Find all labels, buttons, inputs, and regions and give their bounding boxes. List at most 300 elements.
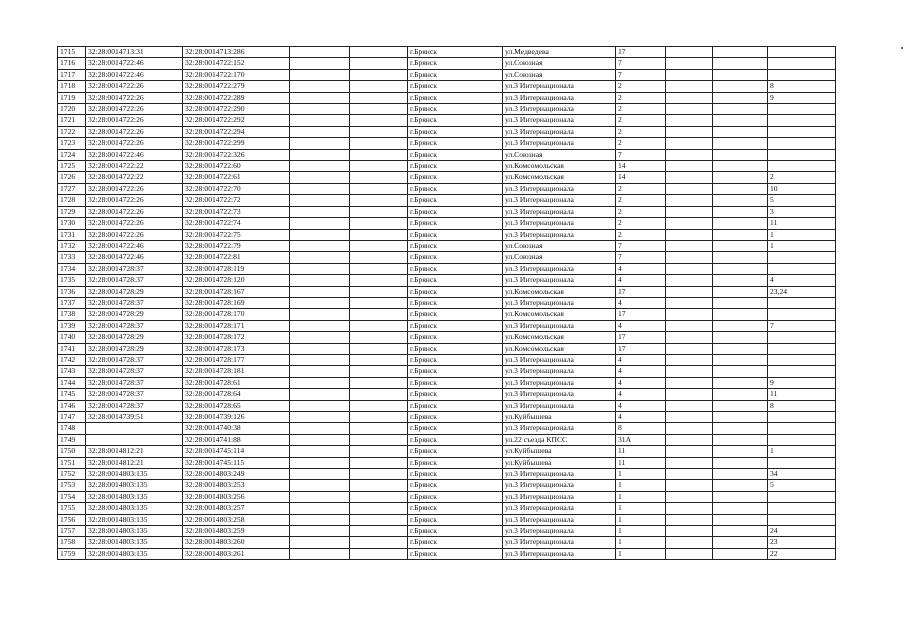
cell-building [666, 69, 713, 80]
cell-city: г.Брянск [408, 332, 503, 343]
cell-street: ул.3 Интернационала [503, 275, 616, 286]
cell-cadastral-number: 32:28:0014728:119 [183, 263, 290, 274]
cell-col-10 [713, 240, 768, 251]
cell-city: г.Брянск [408, 423, 503, 434]
cell-col-4 [290, 195, 350, 206]
cell-apartment-number: 8 [768, 81, 836, 92]
cell-col-10 [713, 252, 768, 263]
table-row [58, 537, 836, 548]
cell-building [666, 58, 713, 69]
cell-street: ул.3 Интернационала [503, 389, 616, 400]
cell-col-10 [713, 480, 768, 491]
cell-apartment-number: 8 [768, 400, 836, 411]
cell-cadastral-number: 32:28:0014741:88 [183, 434, 290, 445]
cell-parent-cadastral-number: 32:28:0014812:21 [86, 446, 183, 457]
cell-city: г.Брянск [408, 275, 503, 286]
cell-cadastral-number: 32:28:0014728:172 [183, 332, 290, 343]
cell-row-number: 1742 [58, 354, 86, 365]
cell-apartment-number [768, 514, 836, 525]
cell-col-10 [713, 320, 768, 331]
cell-city: г.Брянск [408, 229, 503, 240]
cell-col-10 [713, 457, 768, 468]
cell-building [666, 263, 713, 274]
cell-street: ул.22 съезда КПСС [503, 434, 616, 445]
cell-building [666, 480, 713, 491]
cell-street: ул.3 Интернационала [503, 183, 616, 194]
table-row [58, 377, 836, 388]
cell-row-number: 1756 [58, 514, 86, 525]
table-row [58, 412, 836, 423]
cell-parent-cadastral-number: 32:28:0014728:37 [86, 263, 183, 274]
cell-house-number: 2 [616, 218, 666, 229]
table-row [58, 275, 836, 286]
cell-city: г.Брянск [408, 58, 503, 69]
cell-col-10 [713, 218, 768, 229]
cell-col-10 [713, 412, 768, 423]
cell-city: г.Брянск [408, 183, 503, 194]
cell-col-4 [290, 263, 350, 274]
table-row [58, 81, 836, 92]
cell-house-number: 2 [616, 195, 666, 206]
cell-parent-cadastral-number: 32:28:0014803:135 [86, 469, 183, 480]
cell-col-5 [350, 343, 408, 354]
cell-cadastral-number: 32:28:0014722:73 [183, 206, 290, 217]
cell-cadastral-number: 32:28:0014728:61 [183, 377, 290, 388]
cell-cadastral-number: 32:28:0014803:261 [183, 548, 290, 559]
cell-house-number: 4 [616, 366, 666, 377]
cell-apartment-number [768, 58, 836, 69]
cell-row-number: 1736 [58, 286, 86, 297]
cell-cadastral-number: 32:28:0014728:169 [183, 297, 290, 308]
cell-cadastral-number: 32:28:0014722:72 [183, 195, 290, 206]
cell-street: ул.3 Интернационала [503, 537, 616, 548]
cell-city: г.Брянск [408, 297, 503, 308]
cell-col-4 [290, 389, 350, 400]
cell-house-number: 31А [616, 434, 666, 445]
cell-col-5 [350, 354, 408, 365]
table-row [58, 92, 836, 103]
cell-street: ул.3 Интернационала [503, 377, 616, 388]
cell-col-4 [290, 69, 350, 80]
cell-row-number: 1740 [58, 332, 86, 343]
cell-col-4 [290, 457, 350, 468]
cell-col-10 [713, 149, 768, 160]
cell-house-number: 4 [616, 263, 666, 274]
cell-city: г.Брянск [408, 400, 503, 411]
cell-street: ул.Союзная [503, 252, 616, 263]
cell-street: ул.Союзная [503, 149, 616, 160]
cell-col-5 [350, 434, 408, 445]
cell-col-10 [713, 469, 768, 480]
cell-apartment-number [768, 126, 836, 137]
cell-parent-cadastral-number: 32:28:0014803:135 [86, 491, 183, 502]
cell-row-number: 1715 [58, 47, 86, 58]
cell-city: г.Брянск [408, 446, 503, 457]
cell-col-5 [350, 377, 408, 388]
cell-apartment-number: 1 [768, 240, 836, 251]
cell-city: г.Брянск [408, 537, 503, 548]
cell-apartment-number [768, 104, 836, 115]
cell-cadastral-number: 32:28:0014722:60 [183, 161, 290, 172]
cell-col-10 [713, 183, 768, 194]
table-row [58, 286, 836, 297]
cell-apartment-number: 1 [768, 229, 836, 240]
cell-house-number: 1 [616, 537, 666, 548]
cell-col-5 [350, 240, 408, 251]
cell-apartment-number [768, 297, 836, 308]
cell-col-10 [713, 332, 768, 343]
cell-parent-cadastral-number: 32:28:0014713:31 [86, 47, 183, 58]
cell-row-number: 1721 [58, 115, 86, 126]
cell-col-5 [350, 297, 408, 308]
cell-col-10 [713, 138, 768, 149]
cell-col-4 [290, 206, 350, 217]
cell-col-10 [713, 92, 768, 103]
cell-city: г.Брянск [408, 115, 503, 126]
cell-row-number: 1733 [58, 252, 86, 263]
cell-row-number: 1753 [58, 480, 86, 491]
table-row [58, 366, 836, 377]
cell-col-5 [350, 526, 408, 537]
cell-house-number: 2 [616, 183, 666, 194]
cell-building [666, 548, 713, 559]
cell-col-5 [350, 149, 408, 160]
cell-col-4 [290, 126, 350, 137]
cell-parent-cadastral-number: 32:28:0014722:26 [86, 115, 183, 126]
cell-cadastral-number: 32:28:0014722:79 [183, 240, 290, 251]
table-row [58, 263, 836, 274]
cell-street: ул.3 Интернационала [503, 400, 616, 411]
cell-house-number: 4 [616, 354, 666, 365]
cell-col-4 [290, 309, 350, 320]
cell-street: ул.Комсомольская [503, 343, 616, 354]
cell-col-4 [290, 343, 350, 354]
cell-parent-cadastral-number: 32:28:0014803:135 [86, 548, 183, 559]
cell-col-10 [713, 275, 768, 286]
cell-cadastral-number: 32:28:0014728:167 [183, 286, 290, 297]
cell-house-number: 2 [616, 104, 666, 115]
cell-col-4 [290, 218, 350, 229]
cell-col-5 [350, 263, 408, 274]
cell-col-4 [290, 514, 350, 525]
cell-col-10 [713, 81, 768, 92]
cell-parent-cadastral-number: 32:28:0014728:29 [86, 343, 183, 354]
cell-col-5 [350, 81, 408, 92]
cell-col-4 [290, 480, 350, 491]
cell-apartment-number: 9 [768, 377, 836, 388]
cell-col-4 [290, 354, 350, 365]
cell-col-4 [290, 377, 350, 388]
cell-apartment-number [768, 263, 836, 274]
cell-house-number: 7 [616, 58, 666, 69]
cell-col-10 [713, 423, 768, 434]
cell-city: г.Брянск [408, 457, 503, 468]
cell-street: ул.3 Интернационала [503, 218, 616, 229]
cell-house-number: 1 [616, 503, 666, 514]
cell-col-4 [290, 240, 350, 251]
cell-parent-cadastral-number: 32:28:0014722:26 [86, 138, 183, 149]
table-row [58, 115, 836, 126]
cell-city: г.Брянск [408, 548, 503, 559]
cell-col-5 [350, 514, 408, 525]
cell-building [666, 47, 713, 58]
table-row [58, 343, 836, 354]
cell-parent-cadastral-number: 32:28:0014722:46 [86, 58, 183, 69]
cell-row-number: 1723 [58, 138, 86, 149]
cell-cadastral-number: 32:28:0014803:249 [183, 469, 290, 480]
cell-apartment-number [768, 69, 836, 80]
cell-parent-cadastral-number: 32:28:0014812:21 [86, 457, 183, 468]
cell-city: г.Брянск [408, 514, 503, 525]
cell-col-10 [713, 126, 768, 137]
table-row [58, 138, 836, 149]
cell-row-number: 1732 [58, 240, 86, 251]
table-row [58, 161, 836, 172]
cell-street: ул.3 Интернационала [503, 491, 616, 502]
cell-parent-cadastral-number: 32:28:0014739:51 [86, 412, 183, 423]
cell-house-number: 2 [616, 115, 666, 126]
cell-col-4 [290, 332, 350, 343]
cell-row-number: 1726 [58, 172, 86, 183]
cell-col-4 [290, 548, 350, 559]
cell-col-5 [350, 469, 408, 480]
cell-parent-cadastral-number: 32:28:0014728:37 [86, 366, 183, 377]
table-row [58, 149, 836, 160]
cell-building [666, 138, 713, 149]
table-row [58, 526, 836, 537]
cell-cadastral-number: 32:28:0014728:65 [183, 400, 290, 411]
cell-apartment-number: 23,24 [768, 286, 836, 297]
table-row [58, 548, 836, 559]
cell-building [666, 240, 713, 251]
cell-apartment-number: 24 [768, 526, 836, 537]
cell-building [666, 389, 713, 400]
cell-apartment-number: 5 [768, 195, 836, 206]
page-mark [901, 47, 903, 49]
cell-parent-cadastral-number: 32:28:0014728:37 [86, 354, 183, 365]
cell-col-4 [290, 286, 350, 297]
cell-row-number: 1728 [58, 195, 86, 206]
cell-col-10 [713, 297, 768, 308]
cell-col-5 [350, 480, 408, 491]
cell-building [666, 343, 713, 354]
cell-street: ул.Союзная [503, 69, 616, 80]
cell-house-number: 1 [616, 480, 666, 491]
cell-col-5 [350, 206, 408, 217]
cell-house-number: 7 [616, 240, 666, 251]
cell-apartment-number [768, 115, 836, 126]
cell-col-5 [350, 491, 408, 502]
cell-parent-cadastral-number: 32:28:0014728:37 [86, 275, 183, 286]
cell-city: г.Брянск [408, 434, 503, 445]
table-row [58, 400, 836, 411]
cell-apartment-number: 1 [768, 446, 836, 457]
table-row [58, 389, 836, 400]
cell-street: ул.Куйбышева [503, 446, 616, 457]
cell-row-number: 1752 [58, 469, 86, 480]
cell-house-number: 17 [616, 286, 666, 297]
cell-parent-cadastral-number: 32:28:0014722:26 [86, 104, 183, 115]
cell-building [666, 366, 713, 377]
cell-house-number: 1 [616, 514, 666, 525]
cell-city: г.Брянск [408, 149, 503, 160]
cell-street: ул.3 Интернационала [503, 263, 616, 274]
cell-city: г.Брянск [408, 92, 503, 103]
cell-cadastral-number: 32:28:0014728:171 [183, 320, 290, 331]
cell-apartment-number: 3 [768, 206, 836, 217]
cell-building [666, 503, 713, 514]
cell-street: ул.3 Интернационала [503, 469, 616, 480]
cell-row-number: 1734 [58, 263, 86, 274]
cell-city: г.Брянск [408, 81, 503, 92]
cell-street: ул.3 Интернационала [503, 366, 616, 377]
cell-street: ул.3 Интернационала [503, 423, 616, 434]
cell-row-number: 1735 [58, 275, 86, 286]
cell-col-4 [290, 104, 350, 115]
cell-cadastral-number: 32:28:0014728:173 [183, 343, 290, 354]
cell-col-4 [290, 252, 350, 263]
cell-apartment-number [768, 149, 836, 160]
cell-house-number: 2 [616, 126, 666, 137]
cell-apartment-number [768, 47, 836, 58]
cell-street: ул.3 Интернационала [503, 126, 616, 137]
table-row [58, 58, 836, 69]
cell-cadastral-number: 32:28:0014722:294 [183, 126, 290, 137]
cell-building [666, 412, 713, 423]
table-row [58, 252, 836, 263]
cell-city: г.Брянск [408, 320, 503, 331]
cell-row-number: 1737 [58, 297, 86, 308]
cell-city: г.Брянск [408, 252, 503, 263]
cell-col-4 [290, 92, 350, 103]
cell-cadastral-number: 32:28:0014803:258 [183, 514, 290, 525]
cell-col-10 [713, 263, 768, 274]
cell-col-5 [350, 104, 408, 115]
cell-apartment-number: 23 [768, 537, 836, 548]
cell-building [666, 161, 713, 172]
table-row [58, 69, 836, 80]
cell-building [666, 400, 713, 411]
cell-house-number: 4 [616, 297, 666, 308]
cell-parent-cadastral-number [86, 423, 183, 434]
cell-col-10 [713, 400, 768, 411]
cell-col-4 [290, 434, 350, 445]
cell-row-number: 1729 [58, 206, 86, 217]
cell-col-10 [713, 537, 768, 548]
cell-col-5 [350, 537, 408, 548]
cell-col-5 [350, 423, 408, 434]
cell-building [666, 309, 713, 320]
cell-building [666, 469, 713, 480]
cell-apartment-number [768, 354, 836, 365]
cell-city: г.Брянск [408, 412, 503, 423]
cell-col-4 [290, 366, 350, 377]
cell-house-number: 2 [616, 229, 666, 240]
cell-col-5 [350, 252, 408, 263]
cell-street: ул.Союзная [503, 240, 616, 251]
cell-house-number: 17 [616, 309, 666, 320]
cell-building [666, 526, 713, 537]
table-row [58, 491, 836, 502]
cell-street: ул.Союзная [503, 58, 616, 69]
cell-apartment-number: 9 [768, 92, 836, 103]
cell-building [666, 229, 713, 240]
cell-city: г.Брянск [408, 309, 503, 320]
table-row [58, 172, 836, 183]
cell-street: ул.Комсомольская [503, 172, 616, 183]
cell-apartment-number [768, 423, 836, 434]
table-row [58, 218, 836, 229]
cell-house-number: 4 [616, 275, 666, 286]
cell-city: г.Брянск [408, 503, 503, 514]
cell-parent-cadastral-number: 32:28:0014803:135 [86, 503, 183, 514]
table-row [58, 457, 836, 468]
cell-row-number: 1743 [58, 366, 86, 377]
cell-cadastral-number: 32:28:0014728:177 [183, 354, 290, 365]
cell-parent-cadastral-number: 32:28:0014722:22 [86, 161, 183, 172]
cell-col-4 [290, 47, 350, 58]
cell-apartment-number [768, 343, 836, 354]
cell-col-10 [713, 161, 768, 172]
cell-col-5 [350, 229, 408, 240]
cell-col-4 [290, 446, 350, 457]
cell-cadastral-number: 32:28:0014722:70 [183, 183, 290, 194]
cell-house-number: 14 [616, 172, 666, 183]
cell-col-4 [290, 423, 350, 434]
cell-row-number: 1738 [58, 309, 86, 320]
cell-col-4 [290, 183, 350, 194]
cell-city: г.Брянск [408, 206, 503, 217]
cell-col-5 [350, 503, 408, 514]
cell-parent-cadastral-number: 32:28:0014722:46 [86, 240, 183, 251]
cell-cadastral-number: 32:28:0014722:152 [183, 58, 290, 69]
cell-col-10 [713, 69, 768, 80]
cell-city: г.Брянск [408, 263, 503, 274]
cell-parent-cadastral-number: 32:28:0014722:46 [86, 69, 183, 80]
cell-cadastral-number: 32:28:0014803:260 [183, 537, 290, 548]
cell-street: ул.Куйбышева [503, 412, 616, 423]
cell-street: ул.3 Интернационала [503, 92, 616, 103]
cell-col-10 [713, 58, 768, 69]
cell-col-10 [713, 343, 768, 354]
cell-apartment-number: 22 [768, 548, 836, 559]
cell-col-5 [350, 457, 408, 468]
cell-col-5 [350, 115, 408, 126]
cell-parent-cadastral-number: 32:28:0014722:26 [86, 195, 183, 206]
cell-apartment-number: 5 [768, 480, 836, 491]
cell-house-number: 2 [616, 92, 666, 103]
cell-row-number: 1739 [58, 320, 86, 331]
cell-row-number: 1758 [58, 537, 86, 548]
cell-city: г.Брянск [408, 354, 503, 365]
cell-city: г.Брянск [408, 389, 503, 400]
cell-col-10 [713, 172, 768, 183]
table-row [58, 514, 836, 525]
cell-cadastral-number: 32:28:0014803:256 [183, 491, 290, 502]
cell-city: г.Брянск [408, 366, 503, 377]
cell-row-number: 1720 [58, 104, 86, 115]
cell-col-5 [350, 400, 408, 411]
cell-building [666, 446, 713, 457]
table-row [58, 469, 836, 480]
cell-cadastral-number: 32:28:0014722:74 [183, 218, 290, 229]
cell-cadastral-number: 32:28:0014722:289 [183, 92, 290, 103]
cell-building [666, 297, 713, 308]
table-row [58, 104, 836, 115]
cell-row-number: 1750 [58, 446, 86, 457]
cell-parent-cadastral-number: 32:28:0014722:26 [86, 206, 183, 217]
cell-house-number: 17 [616, 47, 666, 58]
